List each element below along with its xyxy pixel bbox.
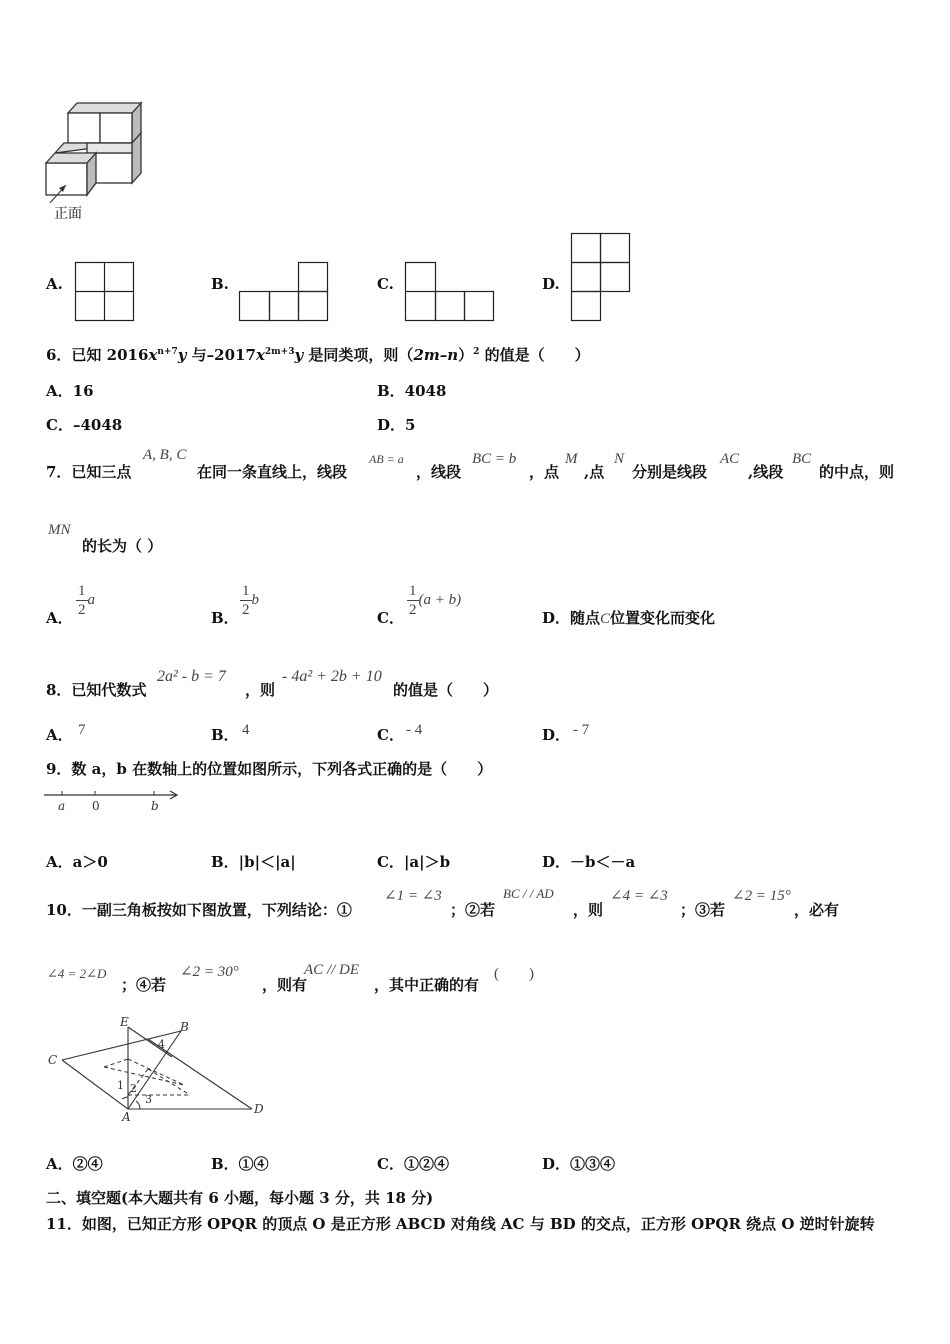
q5-option-d-label: D. bbox=[542, 275, 560, 293]
q8-option-c-value: - 4 bbox=[406, 722, 423, 738]
q9-option-c: C．|a|＞b bbox=[377, 853, 451, 871]
q6-stem: 6．已知 $2016x^{n+7}y$ 与$-2017x^{2m+3}y$ 是同类项，则$(2m-n)^2$ 的值是（ ） bbox=[46, 346, 590, 364]
q7-stem-part7: ,线段 bbox=[748, 463, 784, 481]
q7-stem-part4: ，点 bbox=[529, 463, 560, 481]
q8-option-a-value: 7 bbox=[78, 722, 86, 738]
fig-label-3: 3 bbox=[145, 1093, 152, 1106]
q8-option-b-value: 4 bbox=[242, 722, 250, 738]
fig-label-2: 2 bbox=[130, 1082, 137, 1095]
q7-option-c-expr: $\frac{1}{2}$ (a + b) bbox=[409, 583, 462, 618]
q9-stem: 9．数 a，b 在数轴上的位置如图所示，下列各式正确的是（ ） bbox=[46, 760, 493, 778]
q5-option-d-figure bbox=[571, 233, 633, 323]
q7-option-c-label: C． bbox=[377, 609, 404, 627]
q10-option-d: D．①③④ bbox=[542, 1155, 616, 1173]
q10-e3: ∠4 = ∠3 bbox=[610, 888, 668, 904]
q10-e5: ∠4 = 2∠D bbox=[47, 966, 107, 981]
q10-stem-part2: ；②若 bbox=[450, 901, 496, 919]
q6-option-c: C．–4048 bbox=[46, 416, 123, 434]
q8-option-a-label: A． bbox=[46, 726, 73, 744]
q8-option-c-label: C． bbox=[377, 726, 404, 744]
q7-stem-part5: ,点 bbox=[584, 463, 605, 481]
q9-option-d: D．－b＜－a bbox=[542, 853, 636, 871]
q9-option-b: B．|b|＜|a| bbox=[211, 853, 296, 871]
q7-stem-part9: 的长为（ ） bbox=[82, 537, 163, 555]
axis-label-0: 0 bbox=[92, 799, 100, 813]
q7-option-d: D．随点C位置变化而变化 bbox=[542, 609, 716, 627]
q5-option-a-label: A. bbox=[46, 275, 63, 293]
fig-label-1: 1 bbox=[117, 1079, 124, 1092]
fig-label-d: D bbox=[254, 1102, 264, 1116]
q8-stem-part2: ，则 bbox=[245, 681, 276, 699]
section-heading: 二、填空题(本大题共有 6 小题，每小题 3 分，共 18 分) bbox=[46, 1189, 434, 1207]
fig-label-e: E bbox=[120, 1015, 129, 1029]
q5-option-c-label: C. bbox=[377, 275, 394, 293]
q8-stem-part3: 的值是（ ） bbox=[393, 681, 499, 699]
q7-ac: AC bbox=[720, 451, 740, 467]
q10-stem-part7: ，则有 bbox=[262, 976, 308, 994]
q5-option-b-label: B. bbox=[211, 275, 229, 293]
q7-bc2: BC bbox=[792, 451, 812, 467]
q10-stem-part8: ，其中正确的有 bbox=[374, 976, 480, 994]
figure-caption: 正面 bbox=[54, 206, 82, 222]
q7-option-b-expr: $\frac{1}{2}$ b bbox=[242, 583, 259, 618]
q10-option-b: B．①④ bbox=[211, 1155, 269, 1173]
q8-stem-part1: 8．已知代数式 bbox=[46, 681, 147, 699]
q6-option-d: D．5 bbox=[377, 416, 416, 434]
q7-n: N bbox=[614, 451, 625, 467]
q6-option-a: A．16 bbox=[46, 382, 94, 400]
q7-mn: MN bbox=[48, 522, 71, 538]
q8-expr2: - 4a² + 2b + 10 bbox=[282, 668, 382, 685]
fig-label-4: 4 bbox=[158, 1038, 165, 1051]
q7-option-a-expr: $\frac{1}{2}$ a bbox=[78, 583, 95, 618]
q8-expr1: 2a² - b = 7 bbox=[157, 668, 226, 685]
q10-option-a: A．②④ bbox=[46, 1155, 103, 1173]
q10-stem-part5: ，必有 bbox=[794, 901, 840, 919]
q7-ab: AB = a bbox=[369, 452, 404, 466]
q8-option-d-value: - 7 bbox=[573, 722, 590, 738]
q5-option-c-figure bbox=[405, 262, 497, 322]
q10-e4: ∠2 = 15° bbox=[732, 888, 791, 904]
q10-stem-part1: 10．一副三角板按如下图放置，下列结论：① bbox=[46, 901, 352, 919]
q7-stem-part8: 的中点，则 bbox=[819, 463, 895, 481]
fig-label-b: B bbox=[180, 1020, 189, 1034]
q7-stem-part3: ，线段 bbox=[416, 463, 462, 481]
q10-e2: BC / / AD bbox=[503, 886, 554, 901]
axis-label-a: a bbox=[58, 799, 66, 813]
q6-option-b: B．4048 bbox=[377, 382, 447, 400]
q7-option-a-label: A． bbox=[46, 609, 73, 627]
q7-m: M bbox=[565, 451, 578, 467]
axis-label-b: b bbox=[151, 799, 159, 813]
q5-option-a-figure bbox=[75, 262, 135, 322]
q10-paren: ( ) bbox=[494, 966, 534, 982]
q8-option-d-label: D． bbox=[542, 726, 571, 744]
q7-abc: A, B, C bbox=[143, 447, 187, 463]
q10-option-c: C．①②④ bbox=[377, 1155, 449, 1173]
number-line bbox=[44, 786, 184, 816]
q10-e7: AC // DE bbox=[304, 962, 359, 978]
triangle-set-figure bbox=[44, 1015, 274, 1127]
q11-stem: 11．如图，已知正方形 OPQR 的顶点 O 是正方形 ABCD 对角线 AC 与 BD 的交点，正方形 OPQR 绕点 O 逆时针旋转 bbox=[46, 1215, 875, 1233]
q7-bc: BC = b bbox=[472, 451, 517, 467]
q10-stem-part3: ，则 bbox=[573, 901, 604, 919]
q9-option-a: A．a＞0 bbox=[46, 853, 108, 871]
fig-label-c: C bbox=[48, 1053, 58, 1067]
q10-e6: ∠2 = 30° bbox=[180, 964, 239, 980]
q7-option-b-label: B． bbox=[211, 609, 239, 627]
q7-stem-part2: 在同一条直线上，线段 bbox=[197, 463, 348, 481]
q7-stem-part6: 分别是线段 bbox=[632, 463, 708, 481]
q8-option-b-label: B． bbox=[211, 726, 239, 744]
q10-stem-part6: ；④若 bbox=[121, 976, 167, 994]
q10-stem-part4: ；③若 bbox=[680, 901, 726, 919]
fig-label-a: A bbox=[122, 1110, 131, 1124]
q10-e1: ∠1 = ∠3 bbox=[384, 888, 442, 904]
q5-option-b-figure bbox=[239, 262, 331, 322]
q7-stem-part1: 7．已知三点 bbox=[46, 463, 132, 481]
